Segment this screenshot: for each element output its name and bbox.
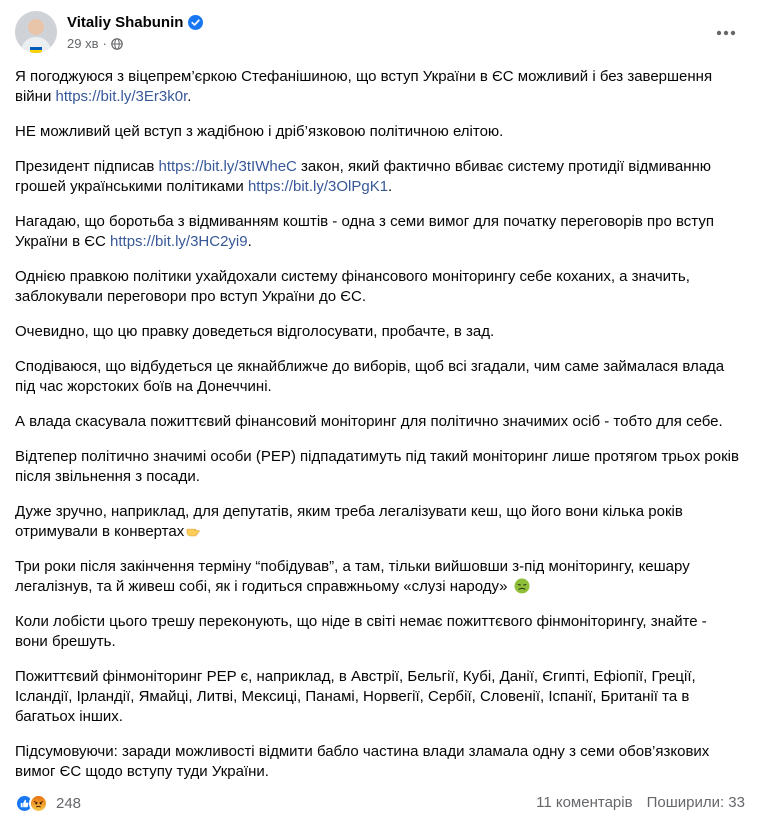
post-link[interactable]: https://bit.ly/3Er3k0r — [55, 88, 188, 105]
post-text: Три роки після закінчення терміну “побідував”, а там, тільки вийшовши з-під моніторингу, кешару легалізнув, та й живеш собі, як і годиться справжньому «слузі народу» — [15, 558, 690, 595]
post-text: Президент підписав — [15, 158, 159, 175]
shares-count[interactable]: Поширили: 33 — [646, 794, 745, 811]
post-body — [15, 67, 743, 782]
meta-separator: · — [102, 36, 107, 51]
post-text: Очевидно, що цю правку доведеться відголосувати, пробачте, в зад. — [15, 323, 495, 340]
author-row — [67, 14, 203, 31]
post-time[interactable]: 29 хв — [67, 36, 99, 51]
post-paragraph — [15, 742, 743, 782]
comments-count[interactable]: 11 коментарів — [536, 794, 633, 811]
more-dots-icon — [716, 30, 736, 36]
post-text: Коли лобісти цього трешу переконують, що ніде в світі немає пожиттєвого фінмоніторингу, знайте - вони брешуть. — [15, 613, 707, 650]
post-paragraph — [15, 412, 743, 432]
post-link[interactable]: https://bit.ly/3HC2yi9 — [110, 233, 248, 250]
post-paragraph — [15, 357, 743, 397]
post-text: Сподіваюся, що відбудеться це якнайближче до виборів, щоб всі згадали, чим саме займалася влада під час жорстоких боїв на Донеччині. — [15, 358, 725, 395]
angry-icon — [29, 794, 48, 813]
post-paragraph — [15, 212, 743, 252]
post-text: НЕ можливий цей вступ з жадібною і дріб’язковою політичною елітою. — [15, 123, 504, 140]
nauseated-face-emoji — [514, 578, 530, 594]
post-text: А влада скасувала пожиттєвий фінансовий моніторинг для політично значимих осіб - тобто для себе. — [15, 413, 723, 430]
post-text: Я погоджуюся з віцепрем’єркою Стефанішиною, що вступ України в ЄС можливий і без завершення війни — [15, 68, 713, 105]
post-paragraph — [15, 447, 743, 487]
more-options-button[interactable] — [712, 19, 740, 47]
engagement-counts — [536, 794, 745, 811]
post-text: закон, який фактично вбиває систему протидії відмиванню грошей українськими політиками — [15, 158, 712, 195]
post-header — [15, 11, 745, 61]
post-text: Дуже зручно, наприклад, для депутатів, яким треба легалізувати кеш, що його вони кілька років отримували в конвертах — [15, 503, 683, 540]
post-paragraph — [15, 667, 743, 727]
verified-badge-icon — [188, 15, 203, 30]
post-meta — [67, 36, 123, 51]
post-paragraph — [15, 267, 743, 307]
post-text: . — [388, 178, 393, 195]
post-text: Підсумовуючи: заради можливості відмити бабло частина влади зламала одну з семи обов’язкових вимог ЄС щодо вступу туди України. — [15, 743, 710, 780]
globe-icon[interactable] — [111, 38, 123, 50]
post-text: . — [247, 233, 252, 250]
post-paragraph — [15, 612, 743, 652]
post-paragraph — [15, 67, 743, 107]
post-paragraph — [15, 322, 743, 342]
post-text: Пожиттєвий фінмоніторинг PEP є, наприклад, в Австрії, Бельгії, Кубі, Данії, Єгипті, Ефіопії, Греції, Ісландії, Ірландії, Ямайці, Литві, Мексиці, Панамі, Норвегії, Сербії, Словенії, Іспанії, Британії та в багатьох інших. — [15, 668, 696, 725]
post-text: . — [187, 88, 192, 105]
author-name[interactable]: Vitaliy Shabunin — [67, 14, 184, 31]
post-paragraph — [15, 502, 743, 542]
reaction-count[interactable]: 248 — [56, 795, 82, 812]
post-text: Однією правкою політики ухайдохали систему фінансового моніторингу себе коханих, а значить, заблокували переговори про вступ України до ЄС. — [15, 268, 690, 305]
reactions-summary[interactable] — [15, 794, 81, 813]
post-paragraph — [15, 157, 743, 197]
pointing-hand-emoji — [186, 523, 202, 539]
post-footer — [15, 794, 745, 816]
post-paragraph — [15, 122, 743, 142]
post-paragraph — [15, 557, 743, 597]
post-text: Нагадаю, що боротьба з відмиванням коштів - одна з семи вимог для початку переговорів про вступ України в ЄС — [15, 213, 714, 250]
post-link[interactable]: https://bit.ly/3OlPgK1 — [247, 178, 389, 195]
post-link[interactable]: https://bit.ly/3tIWheC — [158, 158, 297, 175]
post-text: Відтепер політично значимі особи (PEP) підпадатимуть під такий моніторинг лише протягом трьох років після звільнення з посади. — [15, 448, 739, 485]
avatar[interactable] — [15, 11, 57, 53]
